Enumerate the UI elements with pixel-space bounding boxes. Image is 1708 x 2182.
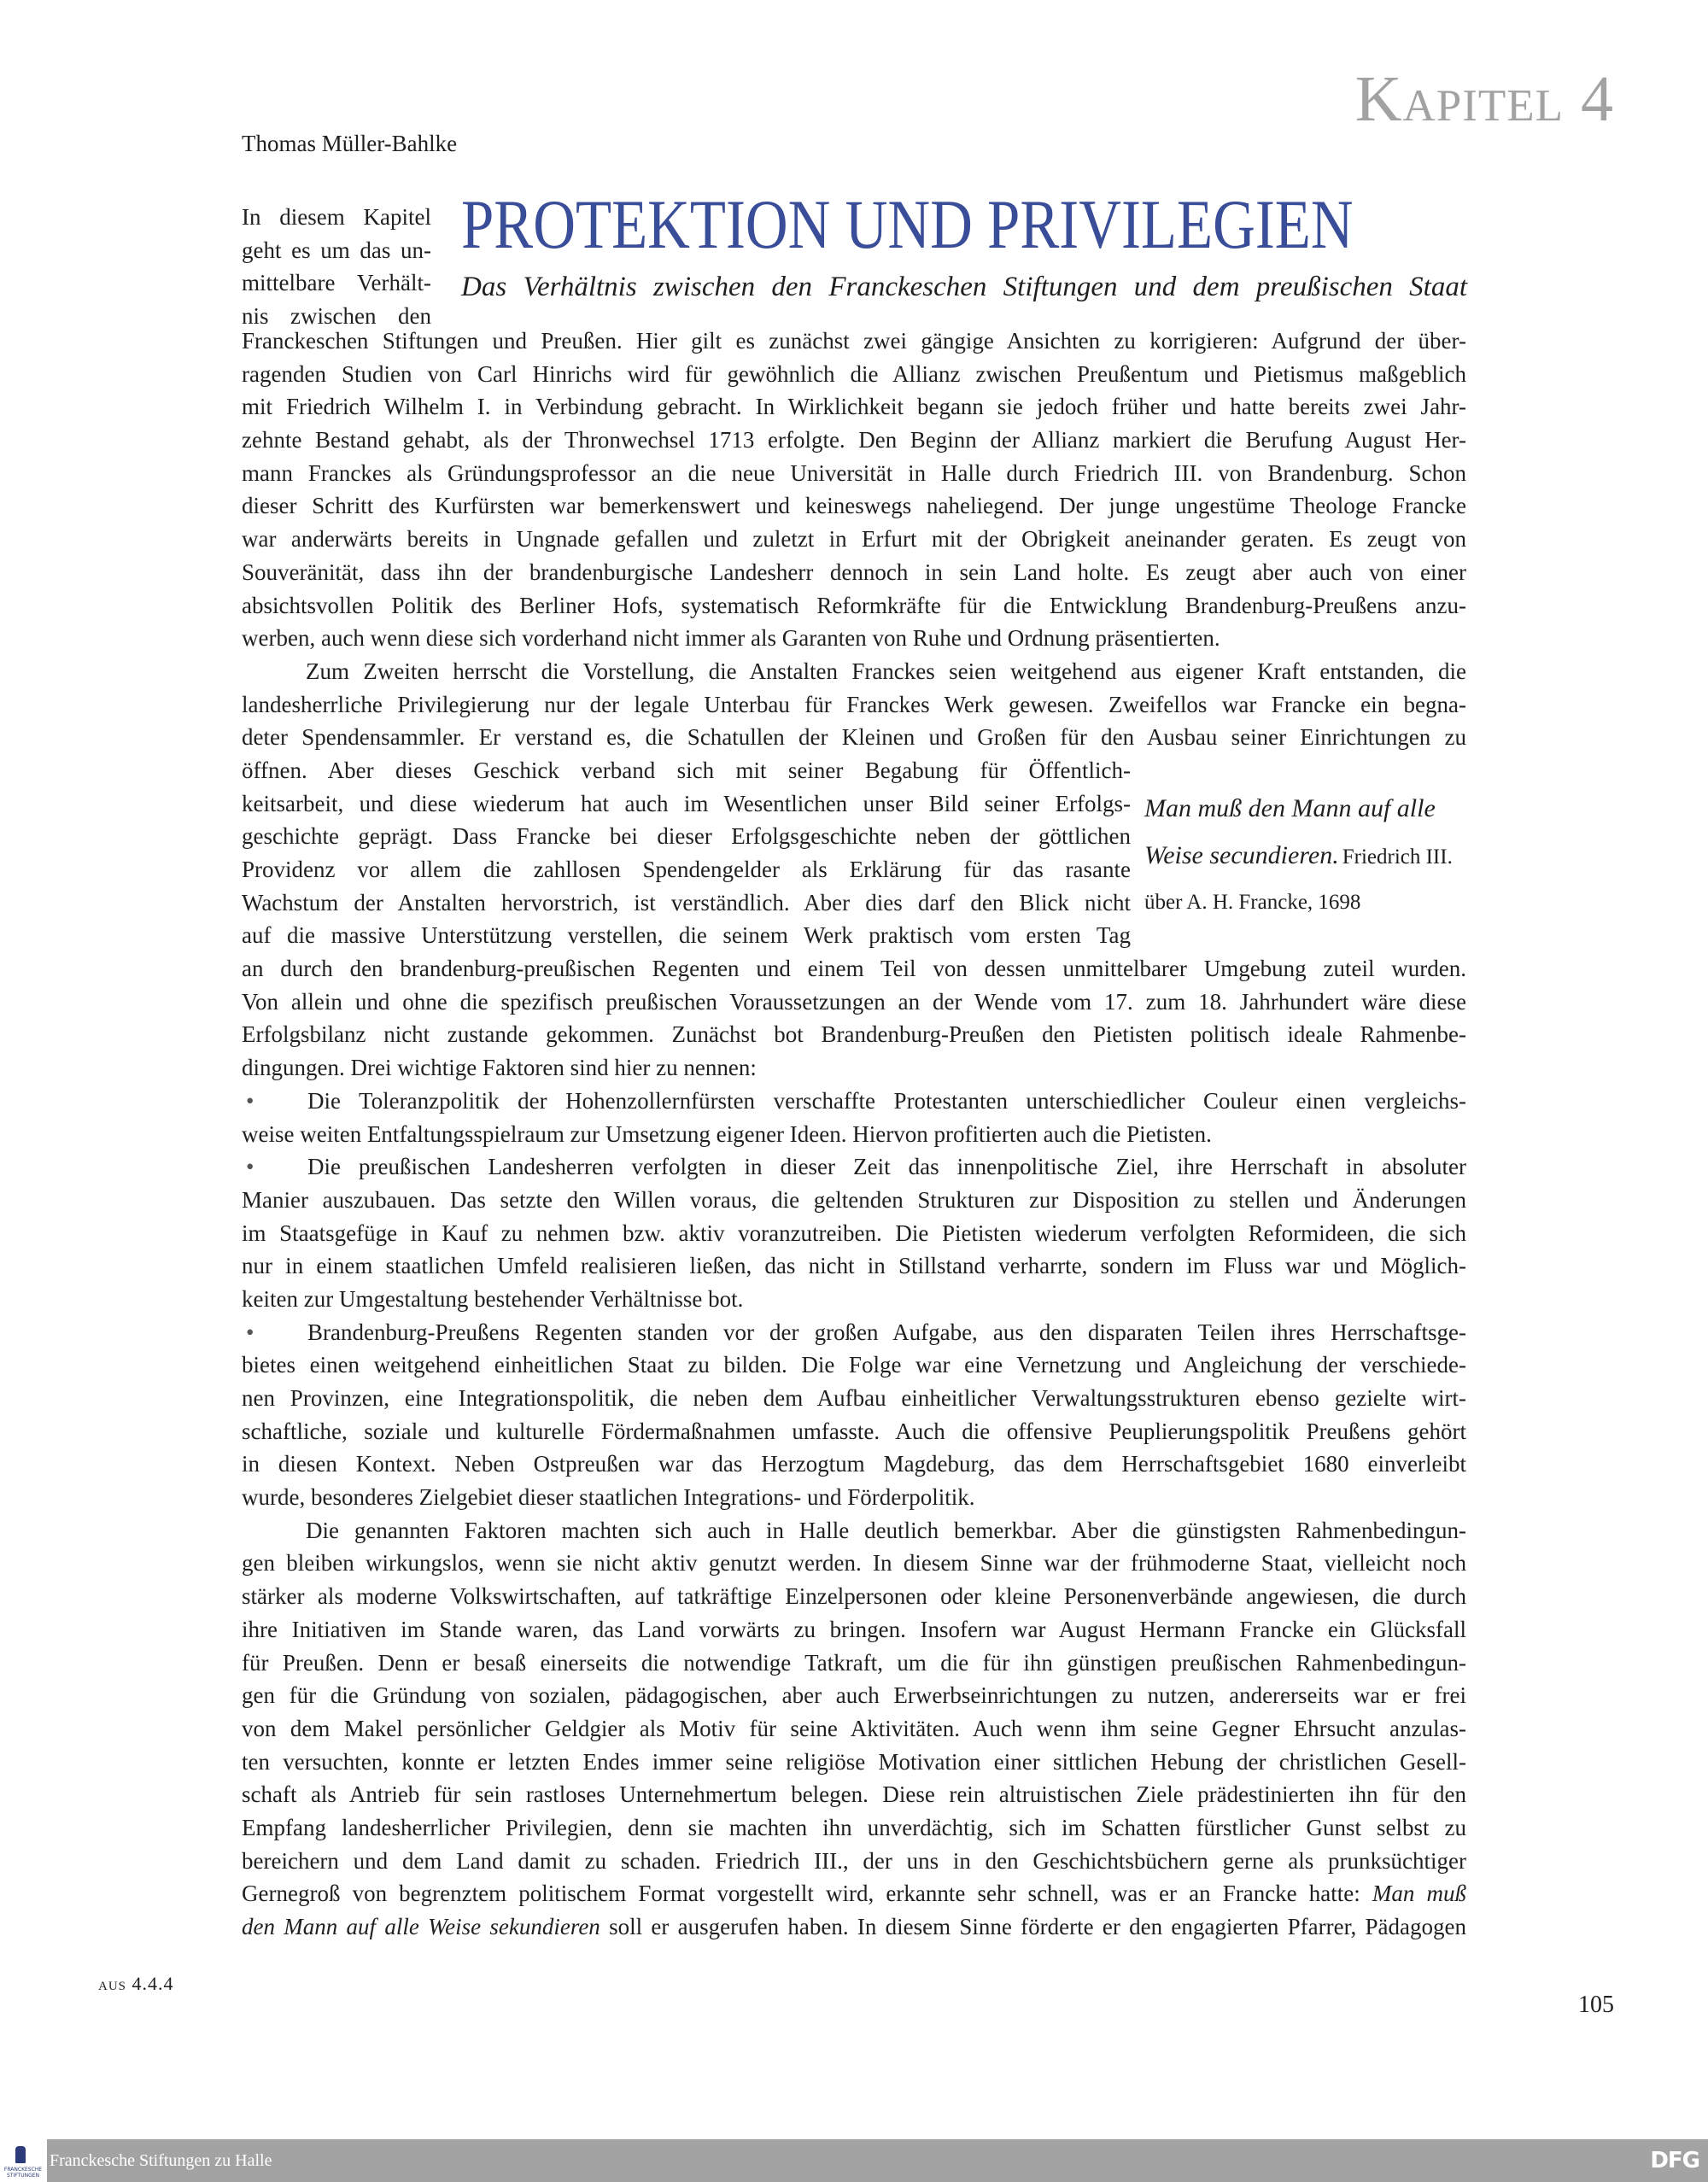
text-segment: war anderwärts bereits in Ungnade gefallen und zuletzt in Erfurt mit der Obrigkeit aneinander geraten. Es zeugt von [242,526,1466,553]
bullet-item [242,1316,1466,1514]
text-segment: bereichern und dem Land damit zu schaden. Friedrich III., der uns in den Geschichtsbüchern gerne als prunksüchtiger [242,1847,1466,1874]
text-segment: soll er ausgerufen haben. In diesem Sinne förderte er den engagierten Pfarrer, Pädagogen [600,1914,1466,1939]
text-segment: gen bleiben wirkungslos, wenn sie nicht aktiv genutzt werden. In diesem Sinne war der frühmoderne Staat, vielleicht noch [242,1550,1466,1577]
text-line [242,325,1466,358]
text-segment: weise weiten Entfaltungsspielraum zur Umsetzung eigener Ideen. Hiervon profitierten auch die Pietisten. [242,1120,1212,1147]
intro-line: geht es um das un- [242,237,431,263]
intro-line: nis zwischen den [242,303,431,330]
text-segment: Franckeschen Stiftungen und Preußen. Hier gilt es zunächst zwei gängige Ansichten zu korrigieren: Aufgrund der über- [242,328,1466,354]
text-segment: gen für die Gründung von sozialen, pädagogischen, aber auch Erwerbseinrichtungen zu nutzen, andererseits war er frei [242,1682,1466,1709]
text-line [242,1514,1466,1547]
institution-name: Franckesche Stiftungen zu Halle [50,2151,272,2170]
text-line [242,1547,1466,1580]
text-segment: schaftliche, soziale und kulturelle Fördermaßnahmen umfasste. Auch die offensive Peuplierungspolitik Preußens gehört [242,1418,1466,1444]
intro-line: In diesem Kapitel [242,204,431,230]
text-line [242,886,1131,920]
bullet-item [242,1150,1466,1315]
text-segment: Erfolgsbilanz nicht zustande gekommen. Zunächst bot Brandenburg-Preußen den Pietisten politisch ideale Rahmenbe- [242,1021,1466,1048]
text-segment: mit Friedrich Wilhelm I. in Verbindung gebracht. In Wirklichkeit begann sie jedoch früher und hatte bereits zwei Jahr- [242,394,1466,420]
text-segment: Die Toleranzpolitik der Hohenzollernfürsten verschaffte Protestanten unterschiedlicher Couleur einen vergleichs- [307,1087,1466,1114]
text-line [242,1415,1466,1448]
text-line [242,523,1466,556]
text-segment: dingungen. Drei wichtige Faktoren sind hier zu nennen: [242,1055,757,1081]
text-segment: an durch den brandenburg-preußischen Regenten und einem Teil von dessen unmittelbarer Umgebung zuteil wurden. [242,956,1466,982]
text-segment: zehnte Bestand gehabt, als der Thronwechsel 1713 erfolgte. Den Beginn der Allianz markiert die Berufung August Her- [242,427,1466,453]
text-line [242,1150,1466,1184]
text-segment: werben, auch wenn diese sich vorderhand nicht immer als Garanten von Ruhe und Ordnung präsentierten. [242,625,1220,652]
text-line [242,1910,1466,1944]
text-line [242,589,1466,623]
italic-quote: den Mann auf alle Weise sekundieren [242,1914,600,1939]
text-segment: geschichte geprägt. Dass Francke bei dieser Erfolgsgeschichte neben der göttlichen [242,823,1131,850]
intro-line: mittelbare Verhält- [242,270,431,296]
text-line [242,1085,1466,1118]
text-segment: Empfang landesherrlicher Privilegien, denn sie machten ihn unverdächtig, sich im Schatten fürstlicher Gunst selbst zu [242,1814,1466,1840]
text-segment: in diesen Kontext. Neben Ostpreußen war das Herzogtum Magdeburg, das dem Herrschaftsgebiet 1680 einverleibt [242,1451,1466,1477]
text-segment: ihre Initiativen im Stande waren, das Land vorwärts zu bringen. Insofern war August Hermann Francke ein Glücksfall [242,1616,1466,1642]
text-segment: Die preußischen Landesherren verfolgten in dieser Zeit das innenpolitische Ziel, ihre Herrschaft in absoluter [307,1154,1466,1180]
chapter-title: PROTEKTION UND PRIVILEGIEN [461,185,1354,263]
italic-quote: Man muß [1372,1881,1466,1907]
margin-quote [1144,787,1469,927]
text-line [242,688,1466,722]
text-segment: nen Provinzen, eine Integrationspolitik, die neben dem Aufbau einheitlicher Verwaltungsstrukturen ebenso gezielte wirt- [242,1385,1466,1411]
body-text [242,325,1466,1944]
chapter-heading: Kapitel 4 [1354,63,1614,135]
bullet-icon: • [246,1087,254,1114]
text-line [242,820,1131,853]
text-line [242,1018,1466,1051]
text-segment: auf die massive Unterstützung verstellen, die seinem Werk praktisch vom ersten Tag [242,922,1131,949]
text-line [242,1481,1466,1514]
text-segment: Gernegroß von begrenztem politischem Format vorgestellt wird, erkannte sehr schnell, was er an Francke hatte: [242,1881,1372,1907]
text-segment: wurde, besonderes Zielgebiet dieser staatlichen Integrations- und Förderpolitik. [242,1484,975,1511]
text-line [242,853,1131,886]
text-line [242,1811,1466,1845]
text-line [242,1877,1466,1910]
text-segment: keitsarbeit, und diese wiederum hat auch im Wesentlichen unser Bild seiner Erfolgs- [242,790,1131,816]
text-line [242,1316,1466,1349]
text-segment: Souveränität, dass ihn der brandenburgische Landesherr dennoch in sein Land holte. Es zeugt aber auch von einer [242,559,1466,585]
text-line [242,457,1466,490]
text-segment: ten versuchten, konnte er letzten Endes immer seine religiöse Motivation einer sittlichen Hebung der christlichen Gesell- [242,1748,1466,1775]
text-line [242,1118,1466,1151]
text-line [242,1580,1466,1613]
text-line [242,424,1466,457]
text-segment: für Preußen. Denn er besaß einerseits die notwendige Tatkraft, um die für ihn günstigen preußischen Rahmenbedingun- [242,1649,1466,1676]
text-segment: mann Franckes als Gründungsprofessor an die neue Universität in Halle durch Friedrich III. von Brandenburg. Schon [242,459,1466,486]
text-line [242,1448,1466,1481]
text-line [242,1249,1466,1283]
text-line [242,1647,1466,1680]
text-line [242,919,1131,952]
text-line [242,787,1131,821]
institution-logo-icon [0,2139,47,2182]
text-line [242,1217,1466,1250]
paragraph [242,325,1466,655]
text-line [242,1613,1466,1647]
text-segment: öffnen. Aber dieses Geschick verband sich mit seiner Begabung für Öffentlich- [242,757,1131,783]
text-segment: Zum Zweiten herrscht die Vorstellung, die Anstalten Franckes seien weitgehend aus eigener Kraft entstanden, die [306,658,1466,684]
text-segment: Wachstum der Anstalten hervorstrich, ist verständlich. Aber dies darf den Blick nicht [242,889,1131,916]
text-line [242,1348,1466,1382]
text-segment: Die genannten Faktoren machten sich auch in Halle deutlich bemerkbar. Aber die günstigsten Rahmenbedingun- [306,1517,1466,1543]
text-segment: absichtsvollen Politik des Berliner Hofs, systematisch Reformkräfte für die Entwicklung Brandenburg-Preußens anzu- [242,592,1466,618]
intro-column [242,201,431,333]
section-marker: aus 4.4.4 [98,1973,174,1994]
text-line [242,556,1466,589]
text-segment: landesherrliche Privilegierung nur der legale Unterbau für Franckes Werk gewesen. Zweifellos war Francke ein begna- [242,691,1466,717]
text-segment: Providenz vor allem die zahllosen Spendengelder als Erklärung für das rasante [242,857,1131,882]
text-segment: Manier auszubauen. Das setzte den Willen voraus, die geltenden Strukturen zur Disposition zu stellen und Änderungen [242,1186,1466,1213]
text-segment: Von allein und ohne die spezifisch preußischen Voraussetzungen an der Wende vom 17. zum 18. Jahrhundert wäre diese [242,988,1466,1015]
text-segment: stärker als moderne Volkswirtschaften, auf tatkräftige Einzelpersonen oder kleine Personenverbände angewiesen, die durch [242,1583,1466,1610]
text-segment: keiten zur Umgestaltung bestehender Verhältnisse bot. [242,1285,744,1312]
quote-source: Friedrich III. [1342,845,1453,869]
footer-bar [0,2139,1708,2182]
chapter-subtitle: Das Verhältnis zwischen den Franckeschen Stiftungen und dem preußischen Staat [461,272,1467,302]
text-line [242,390,1466,424]
text-line [242,721,1466,754]
text-segment: schaft als Antrieb für sein rastloses Unternehmertum belegen. Diese rein altruistischen Ziele prädestinierten ihn für den [242,1781,1466,1808]
logo-caption: FRANCKESCHE STIFTUNGEN [3,2167,43,2179]
text-segment: bietes einen weitgehend einheitlichen Staat zu bilden. Die Folge war eine Vernetzung und Angleichung der verschiede- [242,1352,1466,1378]
bullet-icon: • [246,1319,254,1345]
text-segment: ragenden Studien von Carl Hinrichs wird für gewöhnlich die Allianz zwischen Preußentum und Pietismus maßgeblich [242,360,1466,387]
text-line [242,1712,1466,1746]
dfg-logo: DFG [1650,2148,1699,2173]
text-line [242,1382,1466,1415]
text-line [242,1746,1466,1779]
text-segment: im Staatsgefüge in Kauf zu nehmen bzw. aktiv voranzutreiben. Die Pietisten wiederum verfolgten Reformideen, die sich [242,1220,1466,1246]
bullet-item [242,1085,1466,1150]
page-number: 105 [1578,1992,1614,2018]
paragraph [242,1514,1466,1944]
text-line [242,358,1466,391]
text-segment: nur in einem staatlichen Umfeld realisieren ließen, das nicht in Stillstand verharrte, sondern im Fluss war und Möglich- [242,1253,1466,1279]
text-segment: dieser Schritt des Kurfürsten war bemerkenswert und keineswegs naheliegend. Der junge ungestüme Theologe Francke [242,493,1466,519]
quote-text: Weise secundieren. [1144,841,1339,869]
text-line [242,1778,1466,1811]
text-segment: von dem Makel persönlicher Geldgier als Motiv für seine Aktivitäten. Auch wenn ihm seine Gegner Ehrsucht anzulas- [242,1715,1466,1741]
text-line [242,1283,1466,1316]
author-name: Thomas Müller-Bahlke [242,131,458,156]
text-line [242,655,1466,688]
text-line [242,489,1466,523]
text-line [242,1679,1466,1712]
text-line [242,754,1131,787]
text-line [242,952,1466,986]
text-line [242,1051,1466,1085]
text-segment: Brandenburg-Preußens Regenten standen vor der großen Aufgabe, aus den disparaten Teilen ihres Herrschaftsge- [307,1319,1466,1345]
quote-text: Man muß den Mann auf alle [1144,794,1436,822]
text-line [242,1184,1466,1217]
text-line [242,986,1466,1019]
text-segment: deter Spendensammler. Er verstand es, die Schatullen der Kleinen und Großen für den Ausbau seiner Einrichtungen zu [242,724,1466,751]
bullet-icon: • [246,1154,254,1180]
quote-source: über A. H. Francke, 1698 [1144,891,1361,914]
text-line [242,1845,1466,1878]
text-line [242,622,1466,655]
